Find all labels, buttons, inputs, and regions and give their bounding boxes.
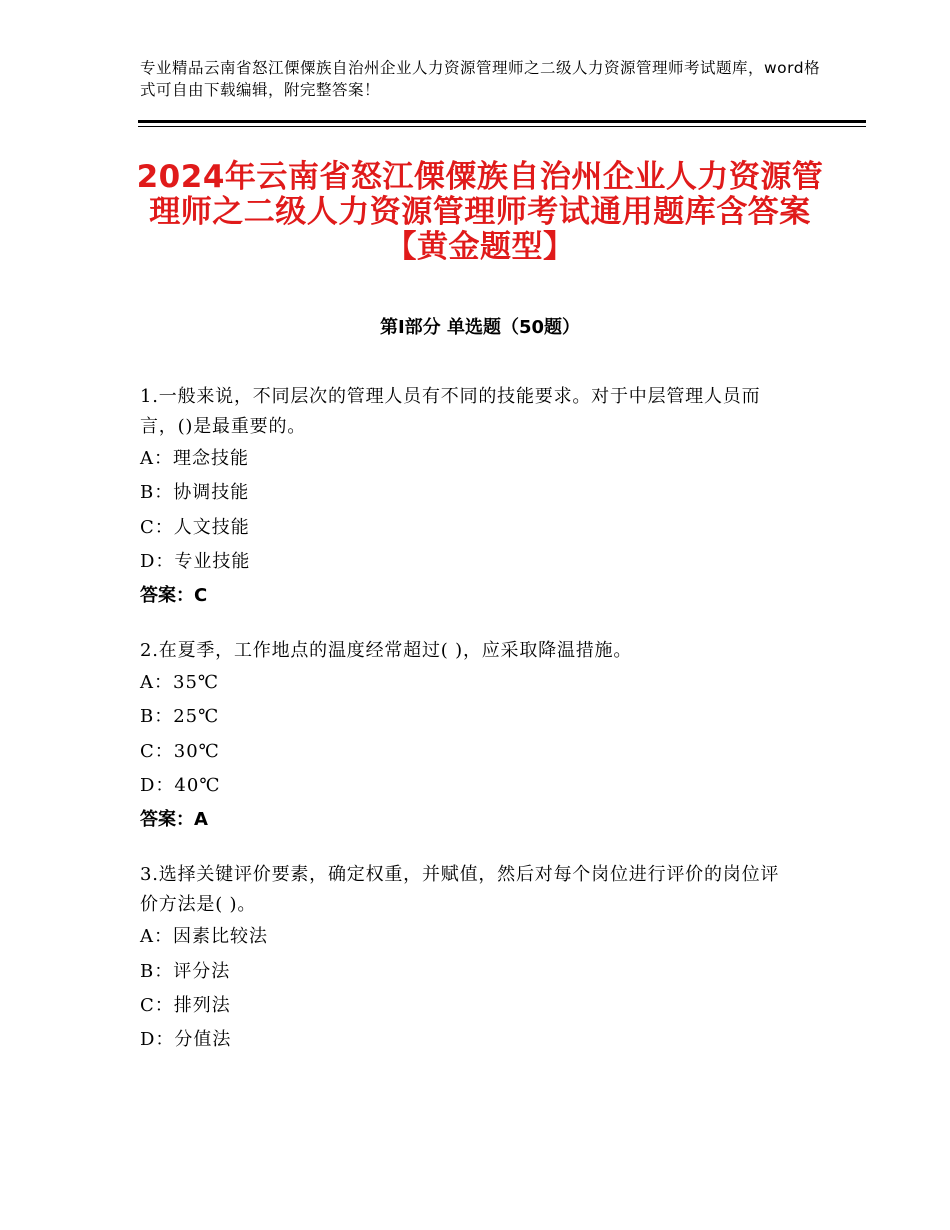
option-d: D：40℃ (140, 775, 221, 797)
option-b: B：协调技能 (140, 482, 250, 504)
question-2 (140, 636, 820, 837)
option-d: D：专业技能 (140, 550, 251, 572)
question-1 (140, 382, 820, 613)
question-stem: 1.一般来说，不同层次的管理人员有不同的技能要求。对于中层管理人员而言，()是最重要的。 (140, 386, 761, 437)
header-note: 专业精品云南省怒江傈僳族自治州企业人力资源管理师之二级人力资源管理师考试题库，word格式可自由下载编辑，附完整答案！ (140, 59, 821, 99)
option-c: C：30℃ (140, 740, 220, 762)
option-a: A：35℃ (140, 672, 220, 694)
option-a: A：因素比较法 (140, 926, 268, 948)
option-a: A：理念技能 (140, 448, 249, 469)
question-stem: 3.选择关键评价要素，确定权重，并赋值，然后对每个岗位进行评价的岗位评价方法是( )。 (140, 864, 780, 916)
option-c: C：排列法 (140, 994, 231, 1016)
option-b: B：25℃ (140, 706, 220, 728)
header-divider-thin (138, 126, 866, 127)
header-divider-thick (138, 120, 866, 123)
option-d: D：分值法 (140, 1029, 232, 1051)
answer-label: 答案：A (140, 809, 208, 831)
question-stem: 2.在夏季，工作地点的温度经常超过( )，应采取降温措施。 (140, 640, 633, 662)
section-heading: 第Ⅰ部分 单选题（50题） (379, 317, 580, 338)
option-b: B：评分法 (140, 960, 231, 982)
answer-label: 答案：C (140, 585, 208, 607)
document-title: 2024年云南省怒江傈僳族自治州企业人力资源管理师之二级人力资源管理师考试通用题库含答案【黄金题型】 (136, 159, 824, 265)
option-c: C：人文技能 (140, 516, 250, 538)
question-list (140, 382, 820, 1081)
question-3 (140, 860, 820, 1057)
